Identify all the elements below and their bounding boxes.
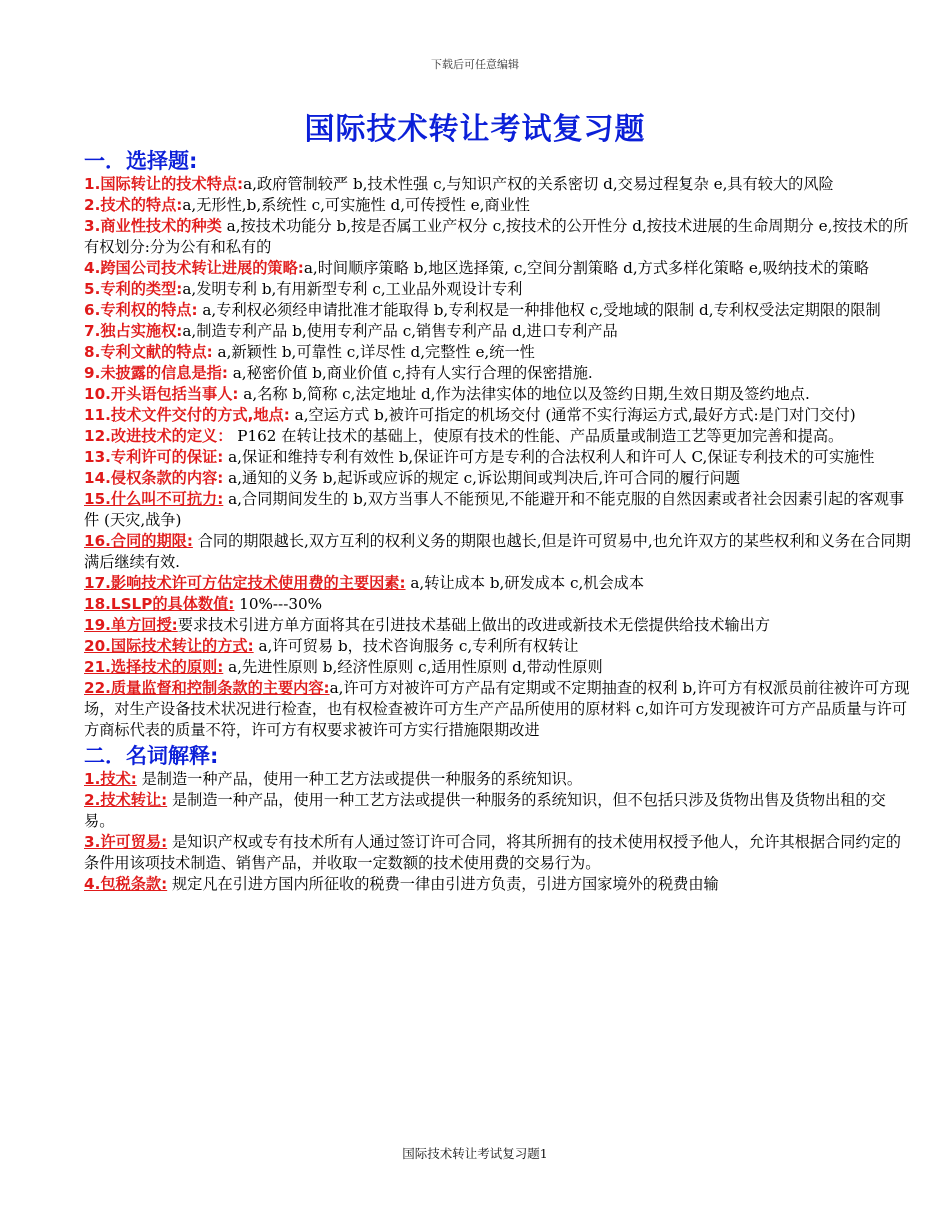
item-label: 3.商业性技术的种类 — [84, 217, 222, 235]
item-text: a,许可方对被许可方产品有定期或不定期抽查的权利 b,许可方有权派员前往被许可方现场，对生产设备技术状况进行检查，也有权检查被许可方生产产品所使用的原材料 c,如许可方发现被许可方产品质量与许可方商标代表的质量不符，许可方有权要求被许可方实行措施限期改进 — [84, 679, 910, 739]
item-label: 7.独占实施权: — [84, 322, 183, 340]
list-item — [84, 636, 916, 657]
item-text: 规定凡在引进方国内所征收的税费一律由引进方负责，引进方国家境外的税费由输 — [167, 875, 719, 893]
item-label: 6.专利权的特点: — [84, 301, 198, 319]
item-text: a,专利权必须经申请批准才能取得 b,专利权是一种排他权 c,受地域的限制 d,专利权受法定期限的限制 — [197, 301, 881, 319]
item-text: a,无形性,b,系统性 c,可实施性 d,可传授性 e,商业性 — [182, 196, 530, 214]
term-definition-list — [84, 769, 916, 895]
section-heading-terms: 二．名词解释: — [84, 744, 219, 768]
section-heading-choice: 一．选择题: — [84, 149, 198, 173]
list-item — [84, 531, 916, 573]
item-label: 12.改进技术的定义： — [84, 427, 233, 445]
item-text: a,秘密价值 b,商业价值 c,持有人实行合理的保密措施. — [227, 364, 593, 382]
list-item — [84, 300, 916, 321]
list-item — [84, 258, 916, 279]
item-label: 15.什么叫不可抗力: — [84, 490, 224, 508]
item-label: 5.专利的类型: — [84, 280, 183, 298]
list-item — [84, 468, 916, 489]
list-item — [84, 769, 916, 790]
item-text: a,时间顺序策略 b,地区选择策, c,空间分割策略 d,方式多样化策略 e,吸纳技术的策略 — [303, 259, 869, 277]
item-text: a,新颖性 b,可靠性 c,详尽性 d,完整性 e,统一性 — [212, 343, 535, 361]
list-item — [84, 874, 916, 895]
item-text: 10%---30% — [234, 595, 323, 613]
item-text: a,名称 b,简称 c,法定地址 d,作为法律实体的地位以及签约日期,生效日期及签约地点. — [238, 385, 810, 403]
item-text: a,合同期间发生的 b,双方当事人不能预见,不能避开和不能克服的自然因素或者社会因素引起的客观事件 (天灾,战争) — [84, 490, 905, 529]
item-label: 3.许可贸易: — [84, 833, 168, 851]
item-label: 19.单方回授: — [84, 616, 178, 634]
item-label: 13.专利许可的保证: — [84, 448, 224, 466]
item-label: 10.开头语包括当事人: — [84, 385, 239, 403]
list-item — [84, 594, 916, 615]
list-item — [84, 195, 916, 216]
item-label: 16.合同的期限: — [84, 532, 193, 550]
item-label: 8.专利文献的特点: — [84, 343, 213, 361]
item-text: 合同的期限越长,双方互利的权利义务的期限也越长,但是许可贸易中,也允许双方的某些权利和义务在合同期满后继续有效. — [84, 532, 911, 571]
choice-question-list — [84, 174, 916, 741]
item-label: 17.影响技术许可方估定技术使用费的主要因素: — [84, 574, 406, 592]
item-label: 1.国际转让的技术特点: — [84, 175, 244, 193]
item-label: 1.技术: — [84, 770, 137, 788]
list-item — [84, 405, 916, 426]
item-text: 要求技术引进方单方面将其在引进技术基础上做出的改进或新技术无偿提供给技术输出方 — [177, 616, 771, 634]
item-label: 18.LSLP的具体数值: — [84, 595, 235, 613]
item-text: a,空运方式 b,被许可指定的机场交付 (通常不实行海运方式,最好方式:是门对门交付) — [289, 406, 856, 424]
document-body — [84, 148, 916, 895]
list-item — [84, 216, 916, 258]
item-label: 9.未披露的信息是指: — [84, 364, 228, 382]
list-item — [84, 426, 916, 447]
list-item — [84, 573, 916, 594]
list-item — [84, 174, 916, 195]
list-item — [84, 279, 916, 300]
item-text: a,先进性原则 b,经济性原则 c,适用性原则 d,带动性原则 — [223, 658, 603, 676]
page-header: 下载后可任意编辑 — [431, 58, 519, 71]
list-item — [84, 447, 916, 468]
list-item — [84, 678, 916, 741]
item-label: 2.技术的特点: — [84, 196, 183, 214]
list-item — [84, 321, 916, 342]
list-item — [84, 489, 916, 531]
list-item — [84, 615, 916, 636]
item-label: 20.国际技术转让的方式: — [84, 637, 254, 655]
item-text: a,按技术功能分 b,按是否属工业产权分 c,按技术的公开性分 d,按技术进展的生命周期分 e,按技术的所有权划分:分为公有和私有的 — [84, 217, 909, 256]
item-text: a,通知的义务 b,起诉或应诉的规定 c,诉讼期间或判决后,许可合同的履行问题 — [223, 469, 740, 487]
list-item — [84, 342, 916, 363]
item-text: P162 在转让技术的基础上，使原有技术的性能、产品质量或制造工艺等更加完善和提高。 — [232, 427, 844, 445]
item-text: 是制造一种产品，使用一种工艺方法或提供一种服务的系统知识。 — [136, 770, 583, 788]
list-item — [84, 384, 916, 405]
item-label: 22.质量监督和控制条款的主要内容: — [84, 679, 330, 697]
item-text: a,许可贸易 b，技术咨询服务 c,专利所有权转让 — [253, 637, 579, 655]
item-text: a,发明专利 b,有用新型专利 c,工业品外观设计专利 — [182, 280, 523, 298]
item-text: a,政府管制较严 b,技术性强 c,与知识产权的关系密切 d,交易过程复杂 e,具有较大的风险 — [243, 175, 834, 193]
item-text: a,转让成本 b,研发成本 c,机会成本 — [405, 574, 645, 592]
list-item — [84, 790, 916, 832]
item-text: a,保证和维持专利有效性 b,保证许可方是专利的合法权利人和许可人 C,保证专利技术的可实施性 — [223, 448, 875, 466]
item-label: 4.跨国公司技术转让进展的策略: — [84, 259, 304, 277]
item-text: 是制造一种产品，使用一种工艺方法或提供一种服务的系统知识，但不包括只涉及货物出售及货物出租的交易。 — [84, 791, 886, 830]
list-item — [84, 657, 916, 678]
item-label: 14.侵权条款的内容: — [84, 469, 224, 487]
item-label: 21.选择技术的原则: — [84, 658, 224, 676]
list-item — [84, 832, 916, 874]
document-title: 国际技术转让考试复习题 — [304, 112, 646, 147]
item-text: a,制造专利产品 b,使用专利产品 c,销售专利产品 d,进口专利产品 — [182, 322, 618, 340]
item-label: 4.包税条款: — [84, 875, 168, 893]
item-label: 11.技术文件交付的方式,地点: — [84, 406, 290, 424]
page-footer: 国际技术转让考试复习题1 — [402, 1146, 548, 1161]
list-item — [84, 363, 916, 384]
item-text: 是知识产权或专有技术所有人通过签订许可合同，将其所拥有的技术使用权授予他人，允许其根据合同约定的条件用该项技术制造、销售产品，并收取一定数额的技术使用费的交易行为。 — [84, 833, 901, 872]
item-label: 2.技术转让: — [84, 791, 168, 809]
